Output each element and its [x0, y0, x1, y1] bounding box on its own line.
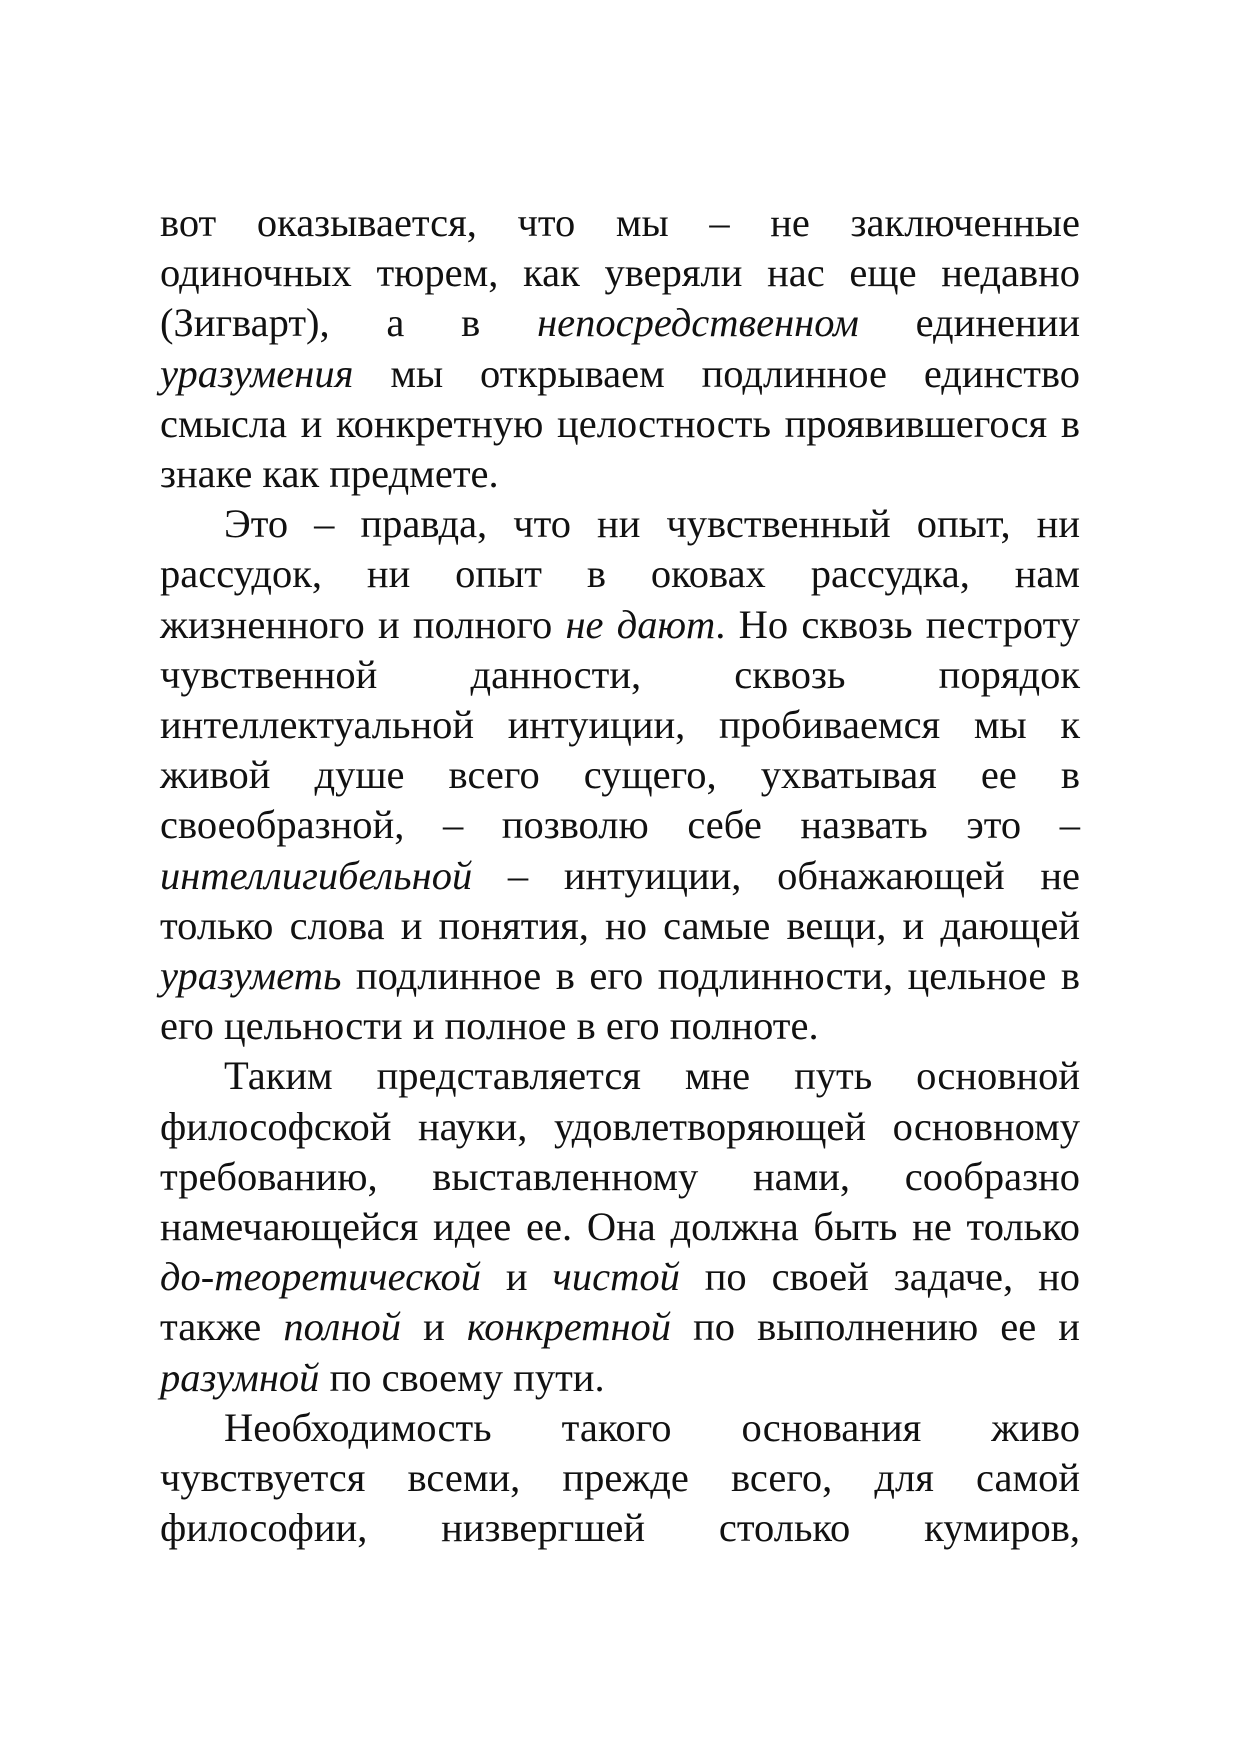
- text-run: единении: [858, 300, 1080, 346]
- paragraph-3: [160, 1051, 1080, 1402]
- text-run: подлинное в его подлинности, цельное в его цельности и полное в его полноте.: [160, 953, 1080, 1049]
- italic-text-run: до-теоретической: [160, 1254, 481, 1300]
- italic-text-run: чистой: [552, 1254, 680, 1300]
- italic-text-run: не дают: [565, 601, 716, 647]
- text-run: Таким представляется мне путь основной философской науки, удовлетворяющей основному требованию, выставленному нами, сообразно намечающейся идее ее. Она должна быть не только: [160, 1053, 1080, 1250]
- italic-text-run: непосредственном: [537, 300, 859, 346]
- text-run: по выполнению ее и: [671, 1304, 1080, 1350]
- italic-text-run: уразуметь: [160, 953, 342, 999]
- italic-text-run: уразумения: [160, 350, 354, 396]
- text-run: мы открываем подлинное единство смысла и конкретную целостность проявившегося в знаке как предмете.: [160, 350, 1080, 497]
- text-run: Необходимость такого основания живо чувствуется всеми, прежде всего, для самой философии, низвергшей столько кумиров,: [160, 1404, 1080, 1551]
- text-run: Это – правда, что ни чувственный опыт, ни рассудок, ни опыт в оковах рассудка, нам жизненного и полного: [160, 501, 1080, 647]
- italic-text-run: полной: [283, 1304, 402, 1350]
- text-run: по своему пути.: [319, 1354, 605, 1400]
- italic-text-run: интеллигибельной: [160, 852, 473, 898]
- text-run: и: [481, 1254, 553, 1300]
- paragraph-1: [160, 198, 1080, 499]
- paragraph-4: [160, 1403, 1080, 1554]
- text-run: по своей задаче, но также: [160, 1254, 1080, 1350]
- paragraph-2: [160, 499, 1080, 1051]
- text-run: – интуиции, обнажающей не только слова и понятия, но самые вещи, и дающей: [160, 852, 1080, 948]
- text-run: и: [401, 1304, 467, 1350]
- document-page: [160, 198, 1080, 1553]
- italic-text-run: разумной: [160, 1354, 320, 1400]
- text-run: . Но сквозь пестроту чувственной данности, сквозь порядок интеллектуальной интуиции, пробиваемся мы к живой душе всего сущего, ухватывая ее в своеобразной, – позволю себе назвать это –: [160, 601, 1080, 848]
- text-run: вот оказывается, что мы – не заключенные одиночных тюрем, как уверяли нас еще недавно (Зигварт), а в: [160, 200, 1080, 346]
- italic-text-run: конкретной: [466, 1304, 672, 1350]
